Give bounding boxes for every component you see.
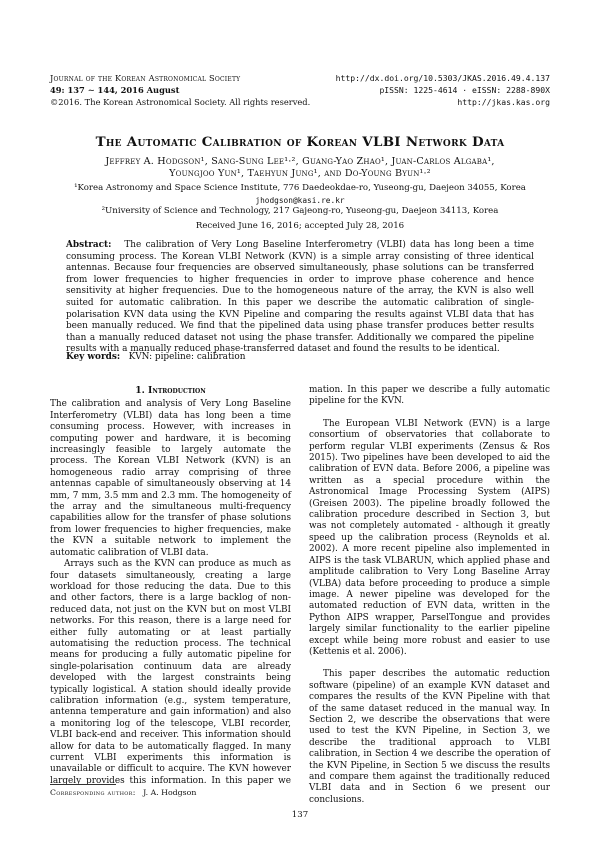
- paragraph-1: The calibration and analysis of Very Long Baseline Interferometry (VLBI) data has long been a time consuming process. However, with increases in computing power and hardware, it is becoming increasingly feasible to largely automate the process. The Korean VLBI Network (KVN) is an homogeneous radio array comprising of three antennas capable of simultaneously observing at 14 mm, 7 mm, 3.5 mm and 2.3 mm. The homogeneity of the array and the simultaneous multi-frequency capabilities allow for the transfer of phase solutions from lower frequencies to higher frequencies, make the KVN a suitable network to implement the automatic calibration of VLBI data.: [50, 399, 291, 558]
- paragraph-4: This paper describes the automatic reduction software (pipeline) of an example KVN dataset and compares the results of the KVN Pipeline with that of the same dataset reduced in the manual way. In Section 2, we describe the observations that were used to test the KVN Pipeline, in Section 3, we describe the traditional approach to VLBI calibration, in Section 4 we describe the operation of the KVN Pipeline, in Section 5 we discuss the results and compare them against the traditionally reduced VLBI data and in Section 6 we present our conclusions.: [309, 669, 550, 805]
- page-number: 137: [291, 810, 309, 820]
- paragraph-2: [50, 559, 291, 787]
- keywords-text: KVN: pipeline: calibration: [128, 352, 246, 362]
- affiliation-1: ¹Korea Astronomy and Space Science Institute, 776 Daedeokdae-ro, Yuseong-gu, Daejeon 34055, Korea: [74, 183, 526, 193]
- author-line-2: Youngjoo Yun¹, Taehyun Jung¹, and Do-Young Byun¹·²: [169, 168, 431, 179]
- corresponding-author-name: J. A. Hodgson: [143, 788, 197, 797]
- left-column: [50, 385, 291, 787]
- contact-email[interactable]: jhodgson@kasi.re.kr: [255, 196, 345, 205]
- paragraph-2-continued: mation. In this paper we describe a fully automatic pipeline for the KVN.: [309, 385, 550, 407]
- right-column: [309, 385, 550, 806]
- corresponding-author-note: [50, 788, 196, 797]
- paragraph-3: The European VLBI Network (EVN) is a large consortium of observatories that collaborate to perform regular VLBI experiments (Zensus & Ros 2015). Two pipelines have been developed to aid the calibration of EVN data. Before 2006, a pipeline was written as a special procedure within the Astronomical Image Processing System (AIPS) (Greisen 2003). The pipeline broadly followed the calibration procedure described in Section 3, but was not completely automated - although it greatly speed up the calibration process (Reynolds et al. 2002). A more recent pipeline also implemented in AIPS is the task VLBARUN, which applied phase and amplitude calibration to Very Long Baseline Array (VLBA) data before proceeding to produce a simple image. A newer pipeline was developed for the automated reduction of EVN data, written in the Python AIPS wrapper, ParselTongue and provides largely similar functionality to the earlier pipeline except while being more robust and easier to use (Kettenis et al. 2006).: [309, 418, 550, 657]
- copyright-line: ©2016. The Korean Astronomical Society. All rights reserved.: [50, 97, 311, 107]
- footnote-rule: [50, 784, 116, 785]
- paragraph-2-text: Arrays such as the KVN can produce as much as four datasets simultaneously, creating a large workload for those reducing the data. Due to this and other factors, there is a large backlog of non-reduced data, not just on the KVN but on most VLBI networks. For this reason, there is a large need for either fully automating or at least partially automatising the reduction process. The technical means for producing a fully automatic pipeline for single-polarisation continuum data are already developed with the largest constraints being typically logistical. A station should ideally provide calibration information (e.g., system temperature, antenna temperature and gain information) and also a monitoring log of the telescope, VLBI recorder, VLBI back-end and receiver. This information should allow for data to be automatically flagged. In many current VLBI experiments this information is unavailable or difficult to acquire. The KVN however largely provides this information. In this paper we: [50, 559, 291, 786]
- affiliation-2: ²University of Science and Technology, 217 Gajeong-ro, Yuseong-gu, Daejeon 34113, Korea: [101, 206, 499, 216]
- author-list: [70, 156, 530, 180]
- received-dates: Received June 16, 2016; accepted July 28, 2016: [195, 221, 405, 231]
- keywords: [66, 352, 534, 362]
- issn-line: pISSN: 1225-4614 · eISSN: 2288-890X: [379, 85, 550, 95]
- abstract-label: Abstract:: [66, 240, 112, 250]
- author-line-1: Jeffrey A. Hodgson¹, Sang-Sung Lee¹·², Guang-Yao Zhao¹, Juan-Carlos Algaba¹,: [105, 156, 495, 167]
- corresponding-author-label: Corresponding author:: [50, 788, 136, 797]
- journal-identifiers: [336, 72, 550, 108]
- journal-name: Journal of the Korean Astronomical Society: [50, 73, 241, 83]
- doi-link[interactable]: http://dx.doi.org/10.5303/JKAS.2016.49.4.137: [335, 73, 550, 83]
- section-heading: 1. Introduction: [135, 385, 206, 396]
- journal-url[interactable]: http://jkas.kas.org: [457, 97, 550, 107]
- journal-header: [50, 72, 310, 108]
- volume-line: 49: 137 ∼ 144, 2016 August: [50, 85, 180, 95]
- abstract-text: The calibration of Very Long Baseline Interferometry (VLBI) data has long been a time consuming process. The Korean VLBI Network (KVN) is a simple array consisting of three identical antennas. Because four frequencies are observed simultaneously, phase solutions can be transferred from lower frequencies to higher frequencies in order to improve phase coherence and hence sensitivity at higher frequencies. Due to the homogeneous nature of the array, the KVN is also well suited for automatic calibration. In this paper we describe the automatic calibration of single-polarisation KVN data using the KVN Pipeline and comparing the results against VLBI data that has been manually reduced. We find that the pipelined data using phase transfer produces better results than a manually reduced dataset not using the phase transfer. Additionally we compared the pipeline results with a manually reduced phase-transferred dataset and found the results to be identical.: [66, 240, 534, 355]
- paper-title: The Automatic Calibration of Korean VLBI Network Data: [95, 134, 505, 150]
- abstract: [66, 240, 534, 356]
- keywords-label: Key words:: [66, 352, 121, 362]
